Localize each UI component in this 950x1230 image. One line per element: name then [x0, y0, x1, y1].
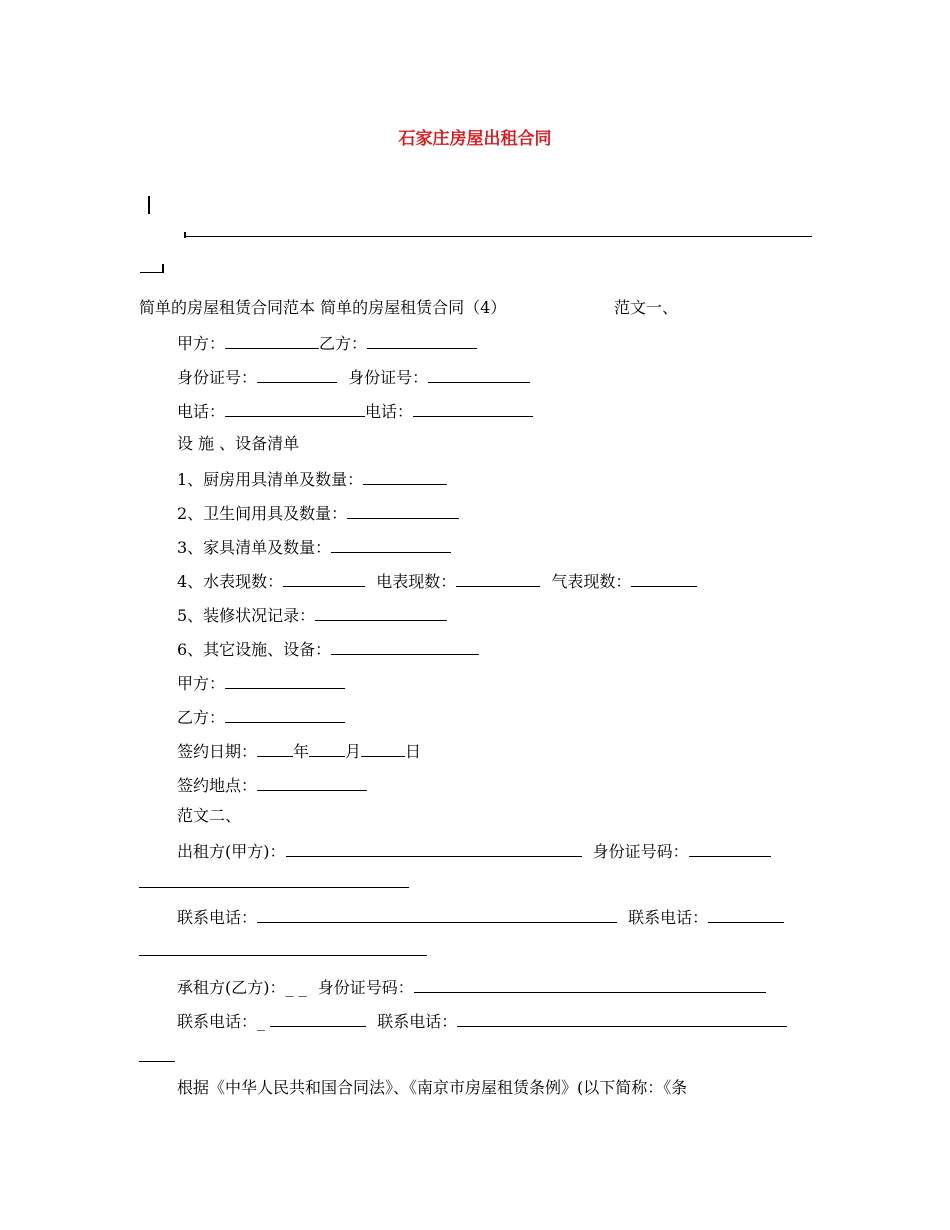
- lessor-id-blank-cont[interactable]: [139, 887, 409, 888]
- water-meter-label: 4、水表现数：: [177, 572, 284, 591]
- sign-a-line: [177, 672, 345, 694]
- item3-line: [177, 536, 451, 558]
- contact2-a-underscore: _: [257, 1012, 266, 1031]
- sample1-heading: 范文一、: [614, 298, 679, 317]
- item5-label: 5、装修状况记录：: [177, 606, 316, 625]
- lessor-blank[interactable]: [286, 840, 582, 857]
- gas-meter-label: 气表现数：: [551, 572, 632, 591]
- lessee-line: [177, 976, 766, 998]
- item5-line: [177, 604, 447, 626]
- sign-date-line: [177, 740, 421, 762]
- party-b-label: 乙方：: [319, 334, 368, 353]
- sign-a-blank[interactable]: [225, 672, 345, 689]
- facilities-heading: 设 施 、设备清单: [177, 434, 300, 453]
- contact2-b-label: 联系电话：: [377, 1012, 458, 1031]
- lessor-label: 出租方(甲方)：: [177, 842, 286, 861]
- month-label: 月: [345, 742, 362, 761]
- item3-blank[interactable]: [331, 536, 451, 553]
- decorative-rule-line: [184, 236, 812, 237]
- item1-line: [177, 468, 447, 490]
- phone-b-blank[interactable]: [413, 400, 533, 417]
- sign-day-blank[interactable]: [361, 740, 405, 757]
- item4-line: [177, 570, 697, 592]
- sign-b-line: [177, 706, 345, 728]
- sign-place-label: 签约地点：: [177, 776, 258, 795]
- id-b-blank[interactable]: [428, 366, 530, 383]
- lessee-label: 承租方(乙方)：: [177, 978, 286, 997]
- sign-year-blank[interactable]: [257, 740, 293, 757]
- phone-a-blank[interactable]: [225, 400, 365, 417]
- lessee-id-label: 身份证号码：: [317, 978, 414, 997]
- item3-label: 3、家具清单及数量：: [177, 538, 332, 557]
- sign-b-label: 乙方：: [177, 708, 226, 727]
- contact-a-label: 联系电话：: [177, 908, 258, 927]
- item2-blank[interactable]: [347, 502, 459, 519]
- decorative-rule-end-tick: [162, 264, 164, 273]
- phone-b-label: 电话：: [365, 402, 414, 421]
- item2-line: [177, 502, 459, 524]
- intro-line: [139, 298, 679, 318]
- electric-meter-label: 电表现数：: [376, 572, 457, 591]
- sign-b-blank[interactable]: [225, 706, 345, 723]
- sign-a-label: 甲方：: [177, 674, 226, 693]
- id-a-blank[interactable]: [257, 366, 337, 383]
- sign-place-line: [177, 774, 367, 796]
- lessor-line: [177, 840, 771, 862]
- contact-line: [177, 906, 784, 928]
- water-meter-blank[interactable]: [283, 570, 365, 587]
- electric-meter-blank[interactable]: [456, 570, 540, 587]
- item1-label: 1、厨房用具清单及数量：: [177, 470, 364, 489]
- item2-label: 2、卫生间用具及数量：: [177, 504, 348, 523]
- contact-b-blank[interactable]: [708, 906, 784, 923]
- party-a-label: 甲方：: [177, 334, 226, 353]
- sign-month-blank[interactable]: [309, 740, 345, 757]
- item6-line: [177, 638, 479, 660]
- sign-date-label: 签约日期：: [177, 742, 258, 761]
- decorative-rule: [184, 232, 186, 238]
- year-label: 年: [293, 742, 310, 761]
- item6-label: 6、其它设施、设备：: [177, 640, 332, 659]
- contact-b-label: 联系电话：: [628, 908, 709, 927]
- party-b-blank[interactable]: [367, 332, 477, 349]
- party-a-blank[interactable]: [225, 332, 319, 349]
- item1-blank[interactable]: [363, 468, 447, 485]
- contact2-a-label: 联系电话：: [177, 1012, 258, 1031]
- gas-meter-blank[interactable]: [631, 570, 697, 587]
- decorative-rule-end: [140, 272, 162, 273]
- party-line: [177, 332, 477, 354]
- intro-text: 简单的房屋租赁合同范本 简单的房屋租赁合同（4）: [139, 298, 507, 317]
- day-label: 日: [405, 742, 422, 761]
- lessor-id-label: 身份证号码：: [592, 842, 689, 861]
- phone-a-label: 电话：: [177, 402, 226, 421]
- contact2-b-blank-cont[interactable]: [139, 1061, 175, 1062]
- contact2-b-blank[interactable]: [457, 1010, 787, 1027]
- item6-blank[interactable]: [331, 638, 479, 655]
- contact2-a-blank[interactable]: [270, 1010, 366, 1027]
- decorative-mark-top: [148, 196, 150, 214]
- id-line: [177, 366, 530, 388]
- item5-blank[interactable]: [315, 604, 447, 621]
- lessee-blank[interactable]: _ _: [285, 978, 307, 997]
- contact-b-blank-cont[interactable]: [139, 955, 427, 956]
- contact2-line: [177, 1010, 787, 1032]
- lessee-id-blank[interactable]: [414, 976, 766, 993]
- closing-line: 根据《中华人民共和国合同法》、《南京市房屋租赁条例》(以下简称：《条: [177, 1078, 688, 1097]
- sign-place-blank[interactable]: [257, 774, 367, 791]
- id-b-label: 身份证号：: [348, 368, 429, 387]
- lessor-id-blank[interactable]: [689, 840, 771, 857]
- sample2-heading: 范文二、: [177, 806, 242, 825]
- contact-a-blank[interactable]: [257, 906, 617, 923]
- document-title: 石家庄房屋出租合同: [398, 129, 552, 149]
- id-a-label: 身份证号：: [177, 368, 258, 387]
- phone-line: [177, 400, 533, 422]
